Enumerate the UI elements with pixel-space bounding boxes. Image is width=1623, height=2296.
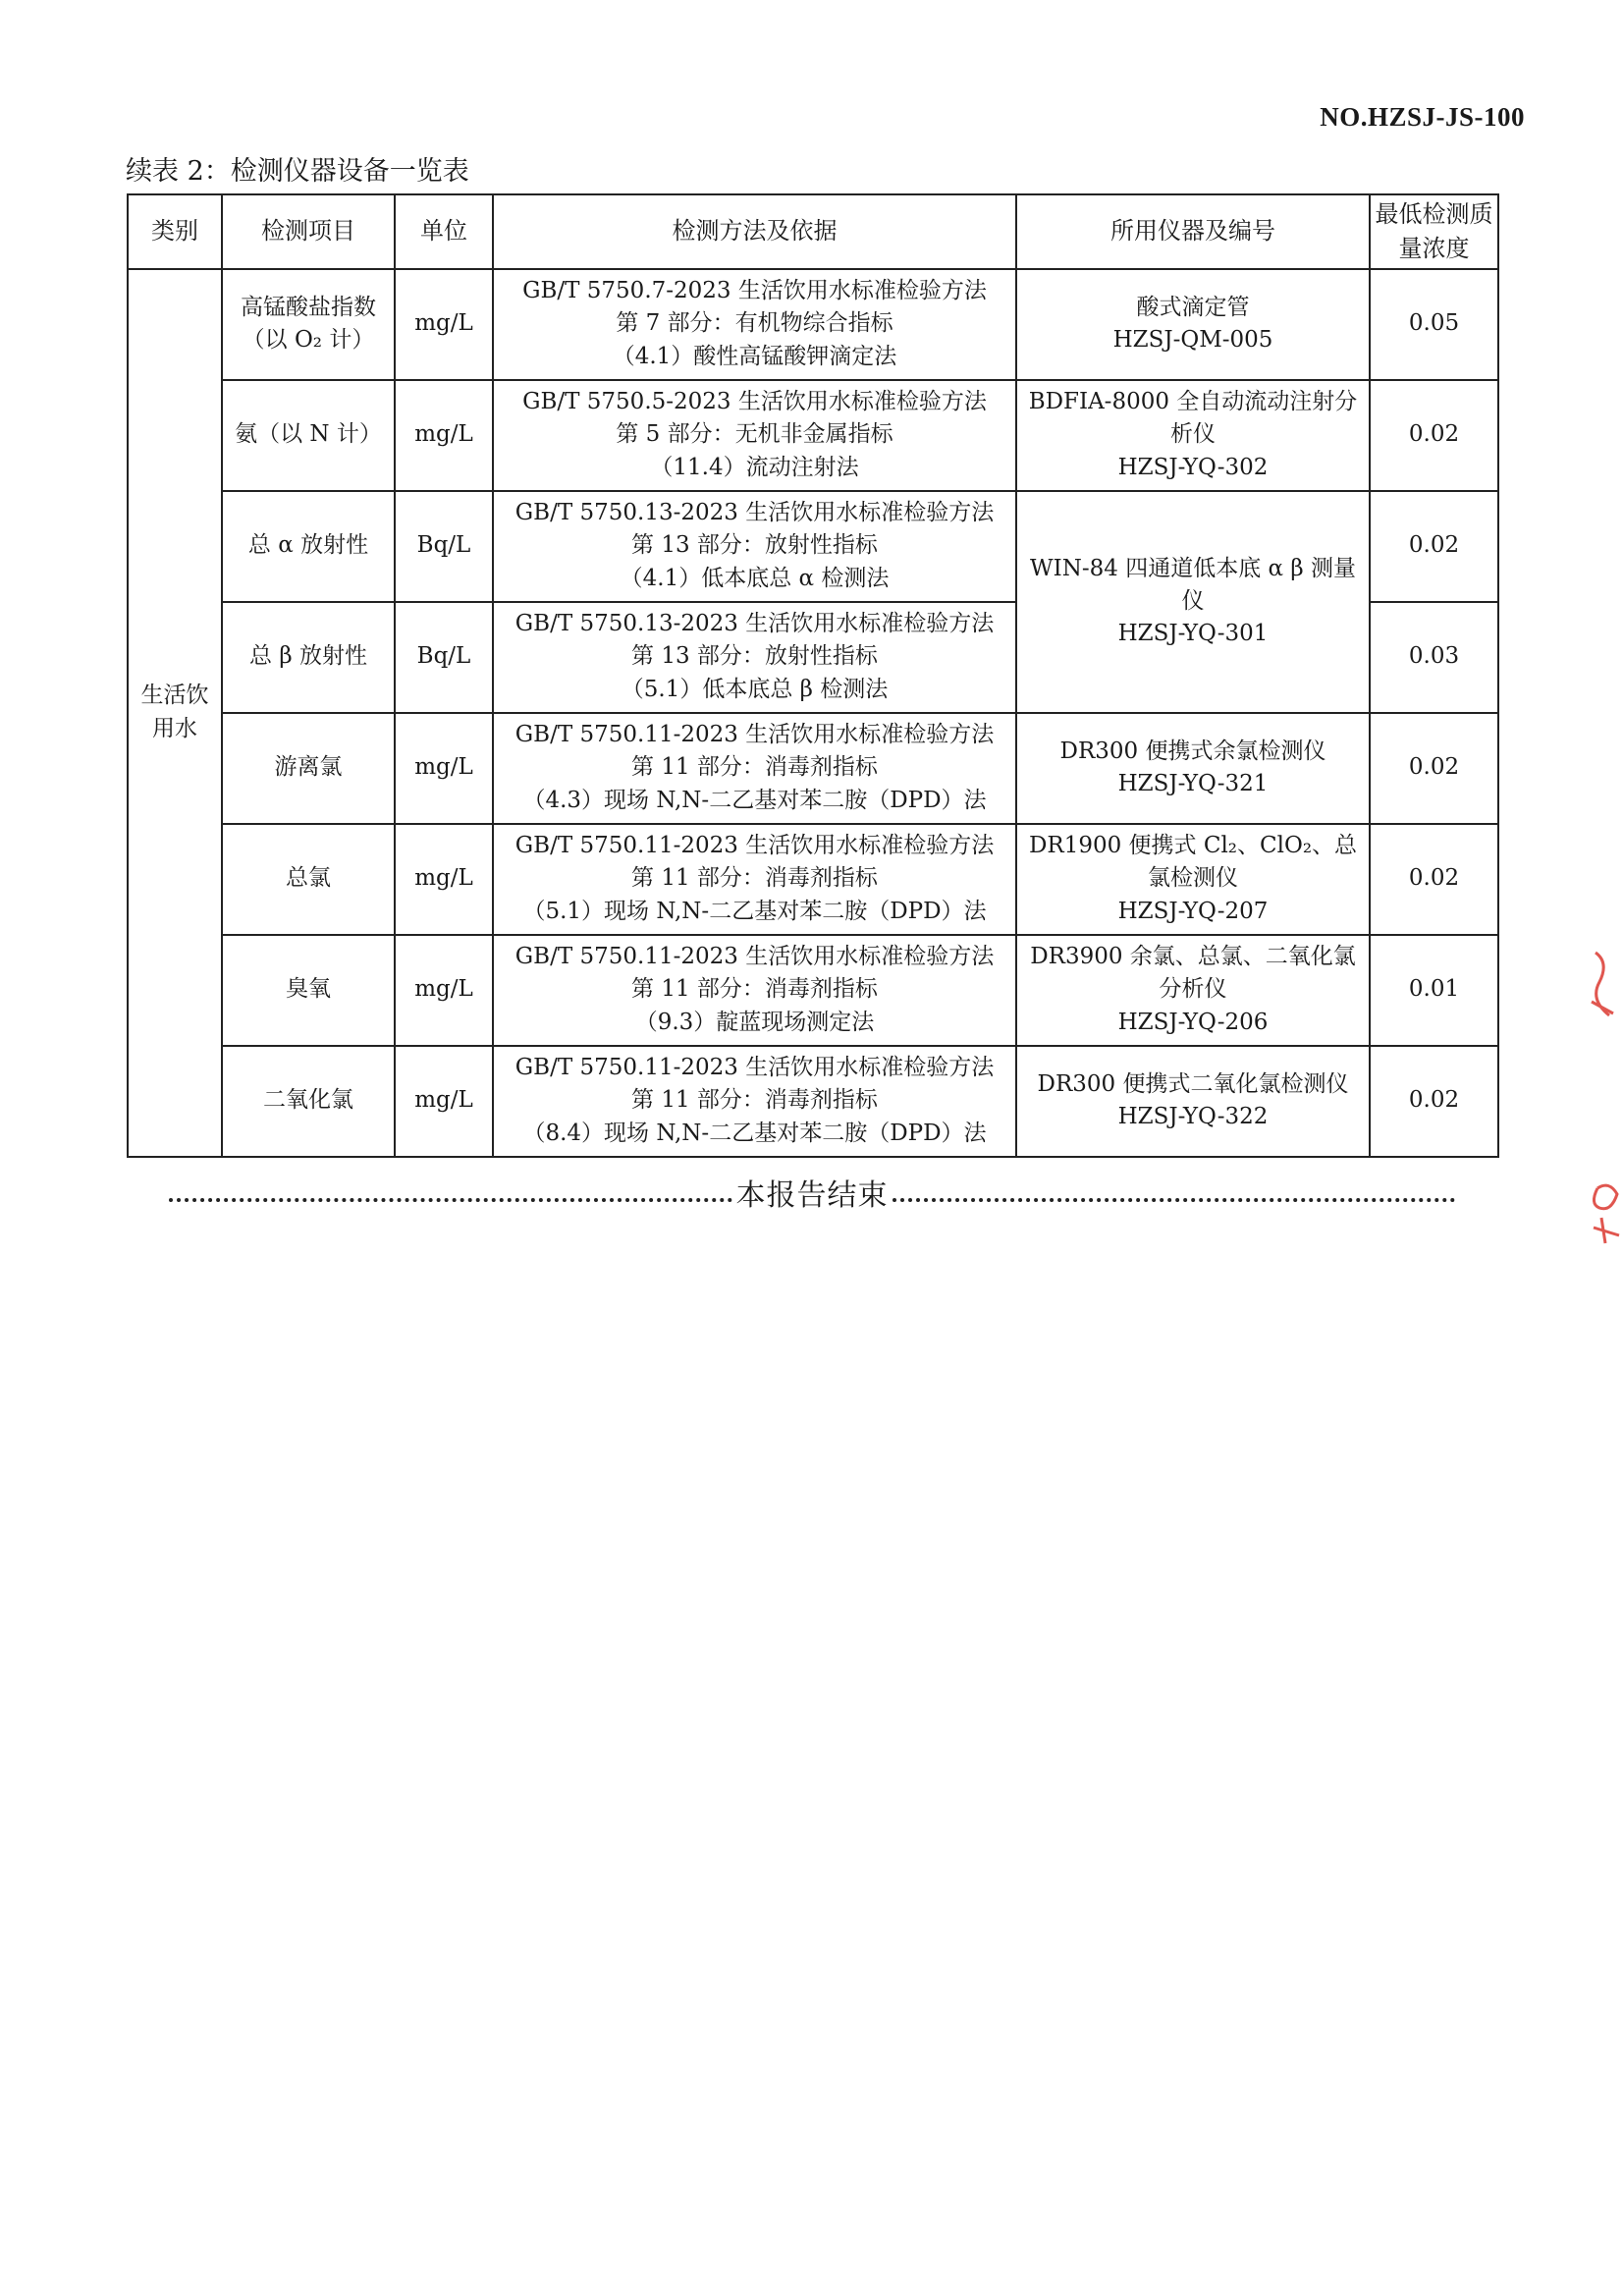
seal-stamp-fragment <box>1584 933 1623 1267</box>
unit-cell: mg/L <box>395 713 493 824</box>
limit-cell: 0.02 <box>1370 380 1498 491</box>
method-cell <box>493 602 1016 713</box>
method-standard: GB/T 5750.5-2023 生活饮用水标准检验方法 <box>522 389 987 415</box>
method-procedure: （5.1）低本底总 β 检测法 <box>621 676 889 702</box>
method-standard: GB/T 5750.13-2023 生活饮用水标准检验方法 <box>514 611 995 637</box>
method-cell <box>493 713 1016 824</box>
method-part: 第 11 部分：消毒剂指标 <box>631 865 878 892</box>
unit-cell: mg/L <box>395 824 493 935</box>
method-procedure: （4.3）现场 N,N-二乙基对苯二胺（DPD）法 <box>522 787 987 813</box>
instrument-cell <box>1016 713 1370 824</box>
table-header-row <box>128 194 1498 269</box>
table-row <box>128 1046 1498 1157</box>
method-part: 第 5 部分：无机非金属指标 <box>616 421 893 448</box>
instrument-name: DR3900 余氯、总氯、二氧化氯分析仪 <box>1030 944 1356 1003</box>
method-cell <box>493 935 1016 1046</box>
header-unit: 单位 <box>395 194 493 269</box>
unit-cell: mg/L <box>395 380 493 491</box>
instrument-name: DR300 便携式二氧化氯检测仪 <box>1037 1070 1349 1097</box>
instrument-id: HZSJ-YQ-301 <box>1117 621 1269 647</box>
item-cell: 总氯 <box>222 824 395 935</box>
item-cell: 臭氧 <box>222 935 395 1046</box>
header-method: 检测方法及依据 <box>493 194 1016 269</box>
method-standard: GB/T 5750.11-2023 生活饮用水标准检验方法 <box>514 833 995 859</box>
table-row <box>128 491 1498 602</box>
method-standard: GB/T 5750.7-2023 生活饮用水标准检验方法 <box>522 278 987 304</box>
item-cell: 总 α 放射性 <box>222 491 395 602</box>
unit-cell: Bq/L <box>395 491 493 602</box>
instrument-name: 酸式滴定管 <box>1136 294 1250 320</box>
instrument-cell <box>1016 935 1370 1046</box>
method-cell <box>493 380 1016 491</box>
unit-cell: mg/L <box>395 269 493 380</box>
category-cell <box>128 269 222 1157</box>
item-cell: 游离氯 <box>222 713 395 824</box>
method-part: 第 11 部分：消毒剂指标 <box>631 754 878 781</box>
instrument-name: DR1900 便携式 Cl₂、ClO₂、总氯检测仪 <box>1028 833 1358 892</box>
instrument-cell <box>1016 1046 1370 1157</box>
method-procedure: （9.3）靛蓝现场测定法 <box>634 1009 875 1035</box>
limit-cell: 0.02 <box>1370 824 1498 935</box>
instrument-id: HZSJ-YQ-302 <box>1117 454 1269 480</box>
table-row <box>128 824 1498 935</box>
table-row <box>128 935 1498 1046</box>
instrument-cell <box>1016 824 1370 935</box>
report-end-line <box>169 1171 1455 1214</box>
header-category: 类别 <box>128 194 222 269</box>
category-label: 生活饮用水 <box>140 683 209 741</box>
method-procedure: （8.4）现场 N,N-二乙基对苯二胺（DPD）法 <box>522 1120 987 1146</box>
instrument-id: HZSJ-YQ-322 <box>1117 1104 1269 1130</box>
method-cell <box>493 269 1016 380</box>
unit-cell: mg/L <box>395 1046 493 1157</box>
method-standard: GB/T 5750.11-2023 生活饮用水标准检验方法 <box>514 1055 995 1081</box>
limit-cell: 0.03 <box>1370 602 1498 713</box>
item-cell: 二氧化氯 <box>222 1046 395 1157</box>
instrument-id: HZSJ-YQ-207 <box>1117 898 1269 924</box>
method-cell <box>493 1046 1016 1157</box>
report-end-text: 本报告结束 <box>735 1178 889 1213</box>
instrument-id: HZSJ-YQ-206 <box>1117 1009 1269 1035</box>
limit-cell: 0.02 <box>1370 491 1498 602</box>
method-standard: GB/T 5750.11-2023 生活饮用水标准检验方法 <box>514 722 995 748</box>
limit-cell: 0.01 <box>1370 935 1498 1046</box>
instrument-name: WIN-84 四通道低本底 α β 测量仪 <box>1030 555 1356 614</box>
table-row <box>128 269 1498 380</box>
instrument-name: BDFIA-8000 全自动流动注射分析仪 <box>1028 389 1358 448</box>
header-limit: 最低检测质量浓度 <box>1370 194 1498 269</box>
dotted-leader-left <box>169 1188 732 1202</box>
instrument-name: DR300 便携式余氯检测仪 <box>1059 738 1326 764</box>
method-standard: GB/T 5750.13-2023 生活饮用水标准检验方法 <box>514 500 995 526</box>
header-instrument: 所用仪器及编号 <box>1016 194 1370 269</box>
unit-cell: Bq/L <box>395 602 493 713</box>
method-cell <box>493 491 1016 602</box>
table-row <box>128 380 1498 491</box>
instrument-cell <box>1016 380 1370 491</box>
method-part: 第 7 部分：有机物综合指标 <box>616 310 893 337</box>
dotted-leader-right <box>893 1188 1456 1202</box>
method-part: 第 11 部分：消毒剂指标 <box>631 976 878 1003</box>
limit-cell: 0.05 <box>1370 269 1498 380</box>
table-row <box>128 713 1498 824</box>
instrument-cell <box>1016 491 1370 713</box>
method-procedure: （4.1）酸性高锰酸钾滴定法 <box>612 343 897 369</box>
item-cell: 总 β 放射性 <box>222 602 395 713</box>
item-cell: 高锰酸盐指数（以 O₂ 计） <box>222 269 395 380</box>
method-procedure: （4.1）低本底总 α 检测法 <box>620 565 890 591</box>
method-part: 第 13 部分：放射性指标 <box>631 532 878 559</box>
method-part: 第 11 部分：消毒剂指标 <box>631 1087 878 1114</box>
limit-cell: 0.02 <box>1370 713 1498 824</box>
equipment-table <box>127 193 1499 1158</box>
method-part: 第 13 部分：放射性指标 <box>631 643 878 670</box>
table-caption: 续表 2：检测仪器设备一览表 <box>126 156 469 187</box>
document-number: NO.HZSJ-JS-100 <box>1320 102 1525 132</box>
instrument-id: HZSJ-QM-005 <box>1112 327 1273 354</box>
header-item: 检测项目 <box>222 194 395 269</box>
method-cell <box>493 824 1016 935</box>
method-standard: GB/T 5750.11-2023 生活饮用水标准检验方法 <box>514 944 995 970</box>
unit-cell: mg/L <box>395 935 493 1046</box>
method-procedure: （11.4）流动注射法 <box>650 454 859 480</box>
instrument-cell <box>1016 269 1370 380</box>
item-cell: 氨（以 N 计） <box>222 380 395 491</box>
method-procedure: （5.1）现场 N,N-二乙基对苯二胺（DPD）法 <box>522 898 987 924</box>
instrument-id: HZSJ-YQ-321 <box>1117 771 1269 797</box>
limit-cell: 0.02 <box>1370 1046 1498 1157</box>
